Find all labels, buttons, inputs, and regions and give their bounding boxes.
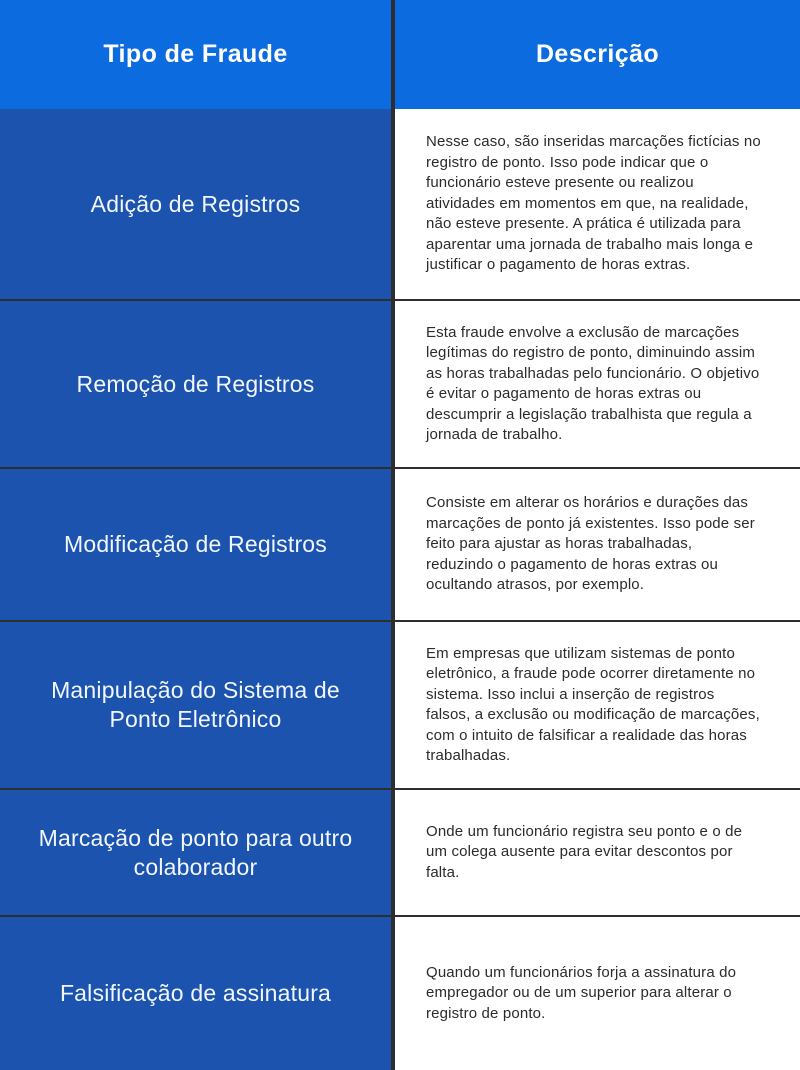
fraud-type-label: Modificação de Registros bbox=[63, 531, 328, 558]
description-cell bbox=[395, 622, 800, 788]
fraud-type-label: Adição de Registros bbox=[90, 190, 301, 217]
description-text: Esta fraude envolve a exclusão de marcações legítimas do registro de ponto, diminuindo assim as horas trabalhadas pelo funcionário. O objetivo é evitar o pagamento de horas extras ou descumprir a legislação trabalhista que regula a jornada de trabalho. bbox=[426, 323, 760, 443]
description-cell bbox=[395, 917, 800, 1070]
description-text: Nesse caso, são inseridas marcações fictícias no registro de ponto. Isso pode indicar que o funcionário esteve presente ou realizou atividades em momentos em que, na realidade, não esteve presente. A prática é utilizada para aparentar uma jornada de trabalho mais longa e justificar o pagamento de horas extras. bbox=[426, 133, 761, 274]
table-row bbox=[0, 915, 800, 1070]
table-header-row bbox=[0, 0, 800, 109]
description-cell bbox=[395, 469, 800, 620]
header-label-description: Descrição bbox=[535, 40, 660, 68]
description-text: Quando um funcionários forja a assinatura do empregador ou de um superior para alterar o registro de ponto. bbox=[426, 963, 737, 1022]
fraud-type-label: Falsificação de assinatura bbox=[59, 980, 332, 1007]
fraud-type-label: Remoção de Registros bbox=[76, 370, 315, 397]
table-row bbox=[0, 299, 800, 467]
fraud-type-label: Marcação de ponto para outro colaborador bbox=[38, 824, 353, 880]
table-row bbox=[0, 620, 800, 788]
fraud-type-cell bbox=[0, 917, 395, 1070]
description-cell bbox=[395, 109, 800, 299]
description-text: Onde um funcionário registra seu ponto e o de um colega ausente para evitar descontos por falta. bbox=[426, 822, 743, 881]
header-cell-fraud-type bbox=[0, 0, 395, 109]
table-row bbox=[0, 467, 800, 620]
description-text: Consiste em alterar os horários e durações das marcações de ponto já existentes. Isso pode ser feito para ajustar as horas trabalhadas, reduzindo o pagamento de horas extras ou ocultando atrasos, por exemplo. bbox=[426, 494, 755, 594]
header-label-fraud-type: Tipo de Fraude bbox=[103, 39, 288, 68]
fraud-type-cell bbox=[0, 622, 395, 788]
fraud-type-cell bbox=[0, 790, 395, 915]
table-row bbox=[0, 109, 800, 299]
table-row bbox=[0, 788, 800, 915]
description-text: Em empresas que utilizam sistemas de ponto eletrônico, a fraude pode ocorrer diretamente no sistema. Isso inclui a inserção de registros falsos, a exclusão ou modificação de marcações, com o intuito de falsificar a realidade das horas trabalhadas. bbox=[426, 644, 760, 764]
fraud-type-cell bbox=[0, 469, 395, 620]
header-cell-description bbox=[395, 0, 800, 109]
description-cell bbox=[395, 301, 800, 467]
description-cell bbox=[395, 790, 800, 915]
fraud-type-label: Manipulação do Sistema de Ponto Eletrônico bbox=[51, 677, 340, 732]
fraud-type-cell bbox=[0, 109, 395, 299]
fraud-type-cell bbox=[0, 301, 395, 467]
